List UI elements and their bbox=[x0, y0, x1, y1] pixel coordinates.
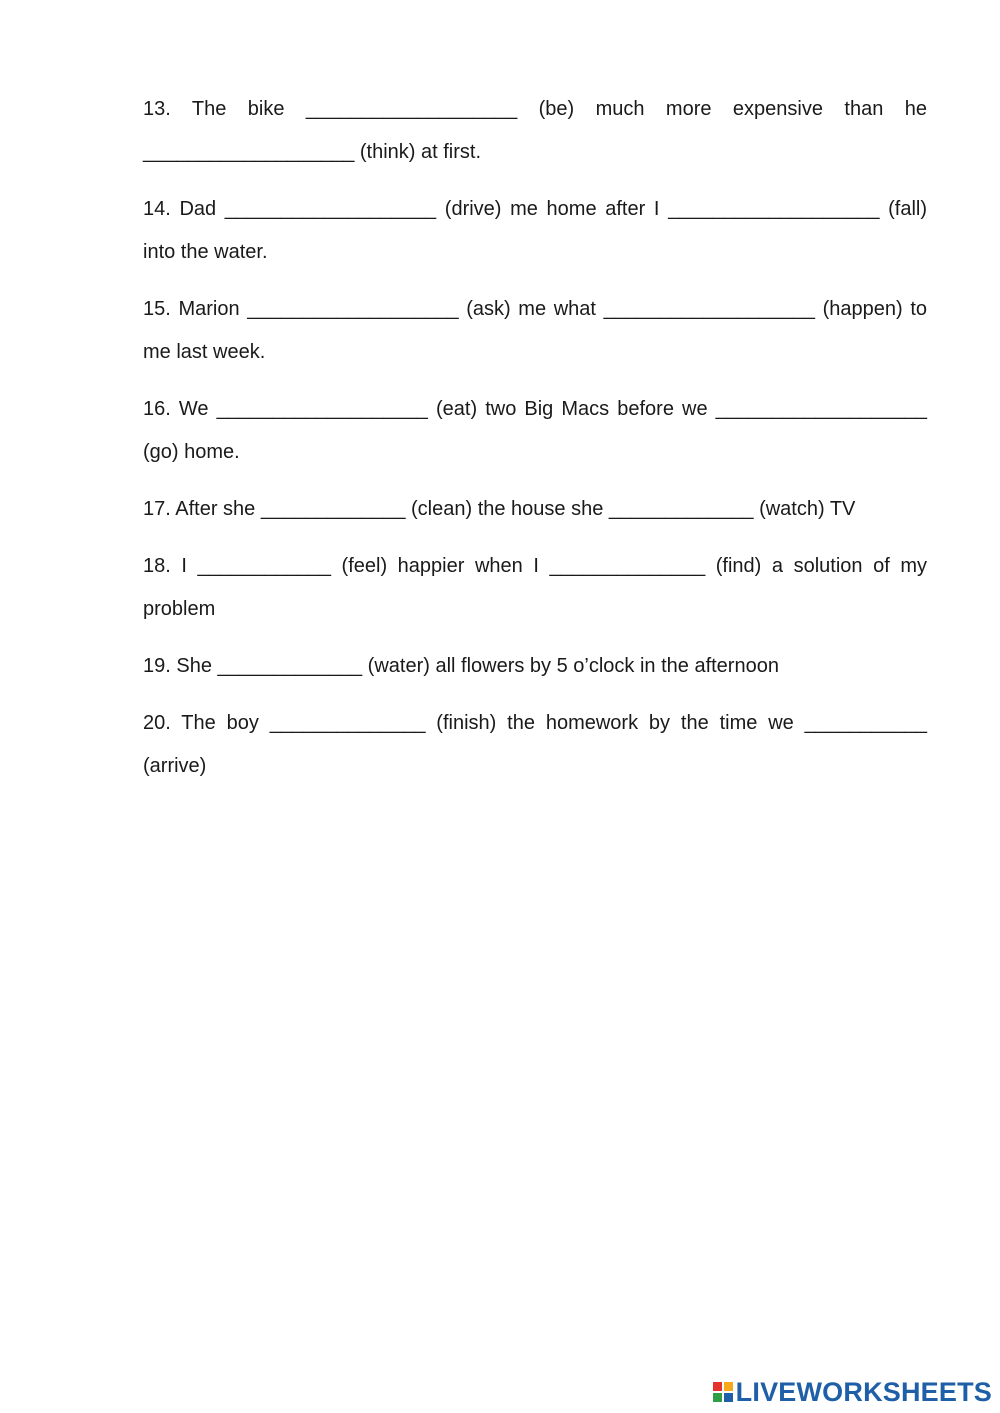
exercise-13: 13. The bike ___________________ (be) much more expensive than he ___________________ (think) at first. bbox=[143, 98, 927, 163]
exercise-20: 20. The boy ______________ (finish) the homework by the time we ___________ (arrive) bbox=[143, 712, 927, 777]
exercise-16: 16. We ___________________ (eat) two Big Macs before we ___________________ (go) home. bbox=[143, 398, 927, 463]
logo-square-blue bbox=[724, 1393, 733, 1402]
worksheet-body bbox=[143, 88, 927, 788]
liveworksheets-brand bbox=[713, 1377, 992, 1407]
liveworksheets-logo-icon bbox=[713, 1382, 733, 1402]
logo-square-green bbox=[713, 1393, 722, 1402]
logo-square-yellow bbox=[724, 1382, 733, 1391]
exercise-19: 19. She _____________ (water) all flowers by 5 o’clock in the afternoon bbox=[143, 655, 779, 677]
exercise-17: 17. After she _____________ (clean) the house she _____________ (watch) TV bbox=[143, 498, 856, 520]
brand-wordmark: LIVEWORKSHEETS bbox=[735, 1376, 992, 1407]
logo-square-red bbox=[713, 1382, 722, 1391]
exercise-18: 18. I ____________ (feel) happier when I ______________ (find) a solution of my problem bbox=[143, 555, 927, 620]
exercise-15: 15. Marion ___________________ (ask) me what ___________________ (happen) to me last week. bbox=[143, 298, 927, 363]
exercise-14: 14. Dad ___________________ (drive) me home after I ___________________ (fall) into the water. bbox=[143, 198, 927, 263]
